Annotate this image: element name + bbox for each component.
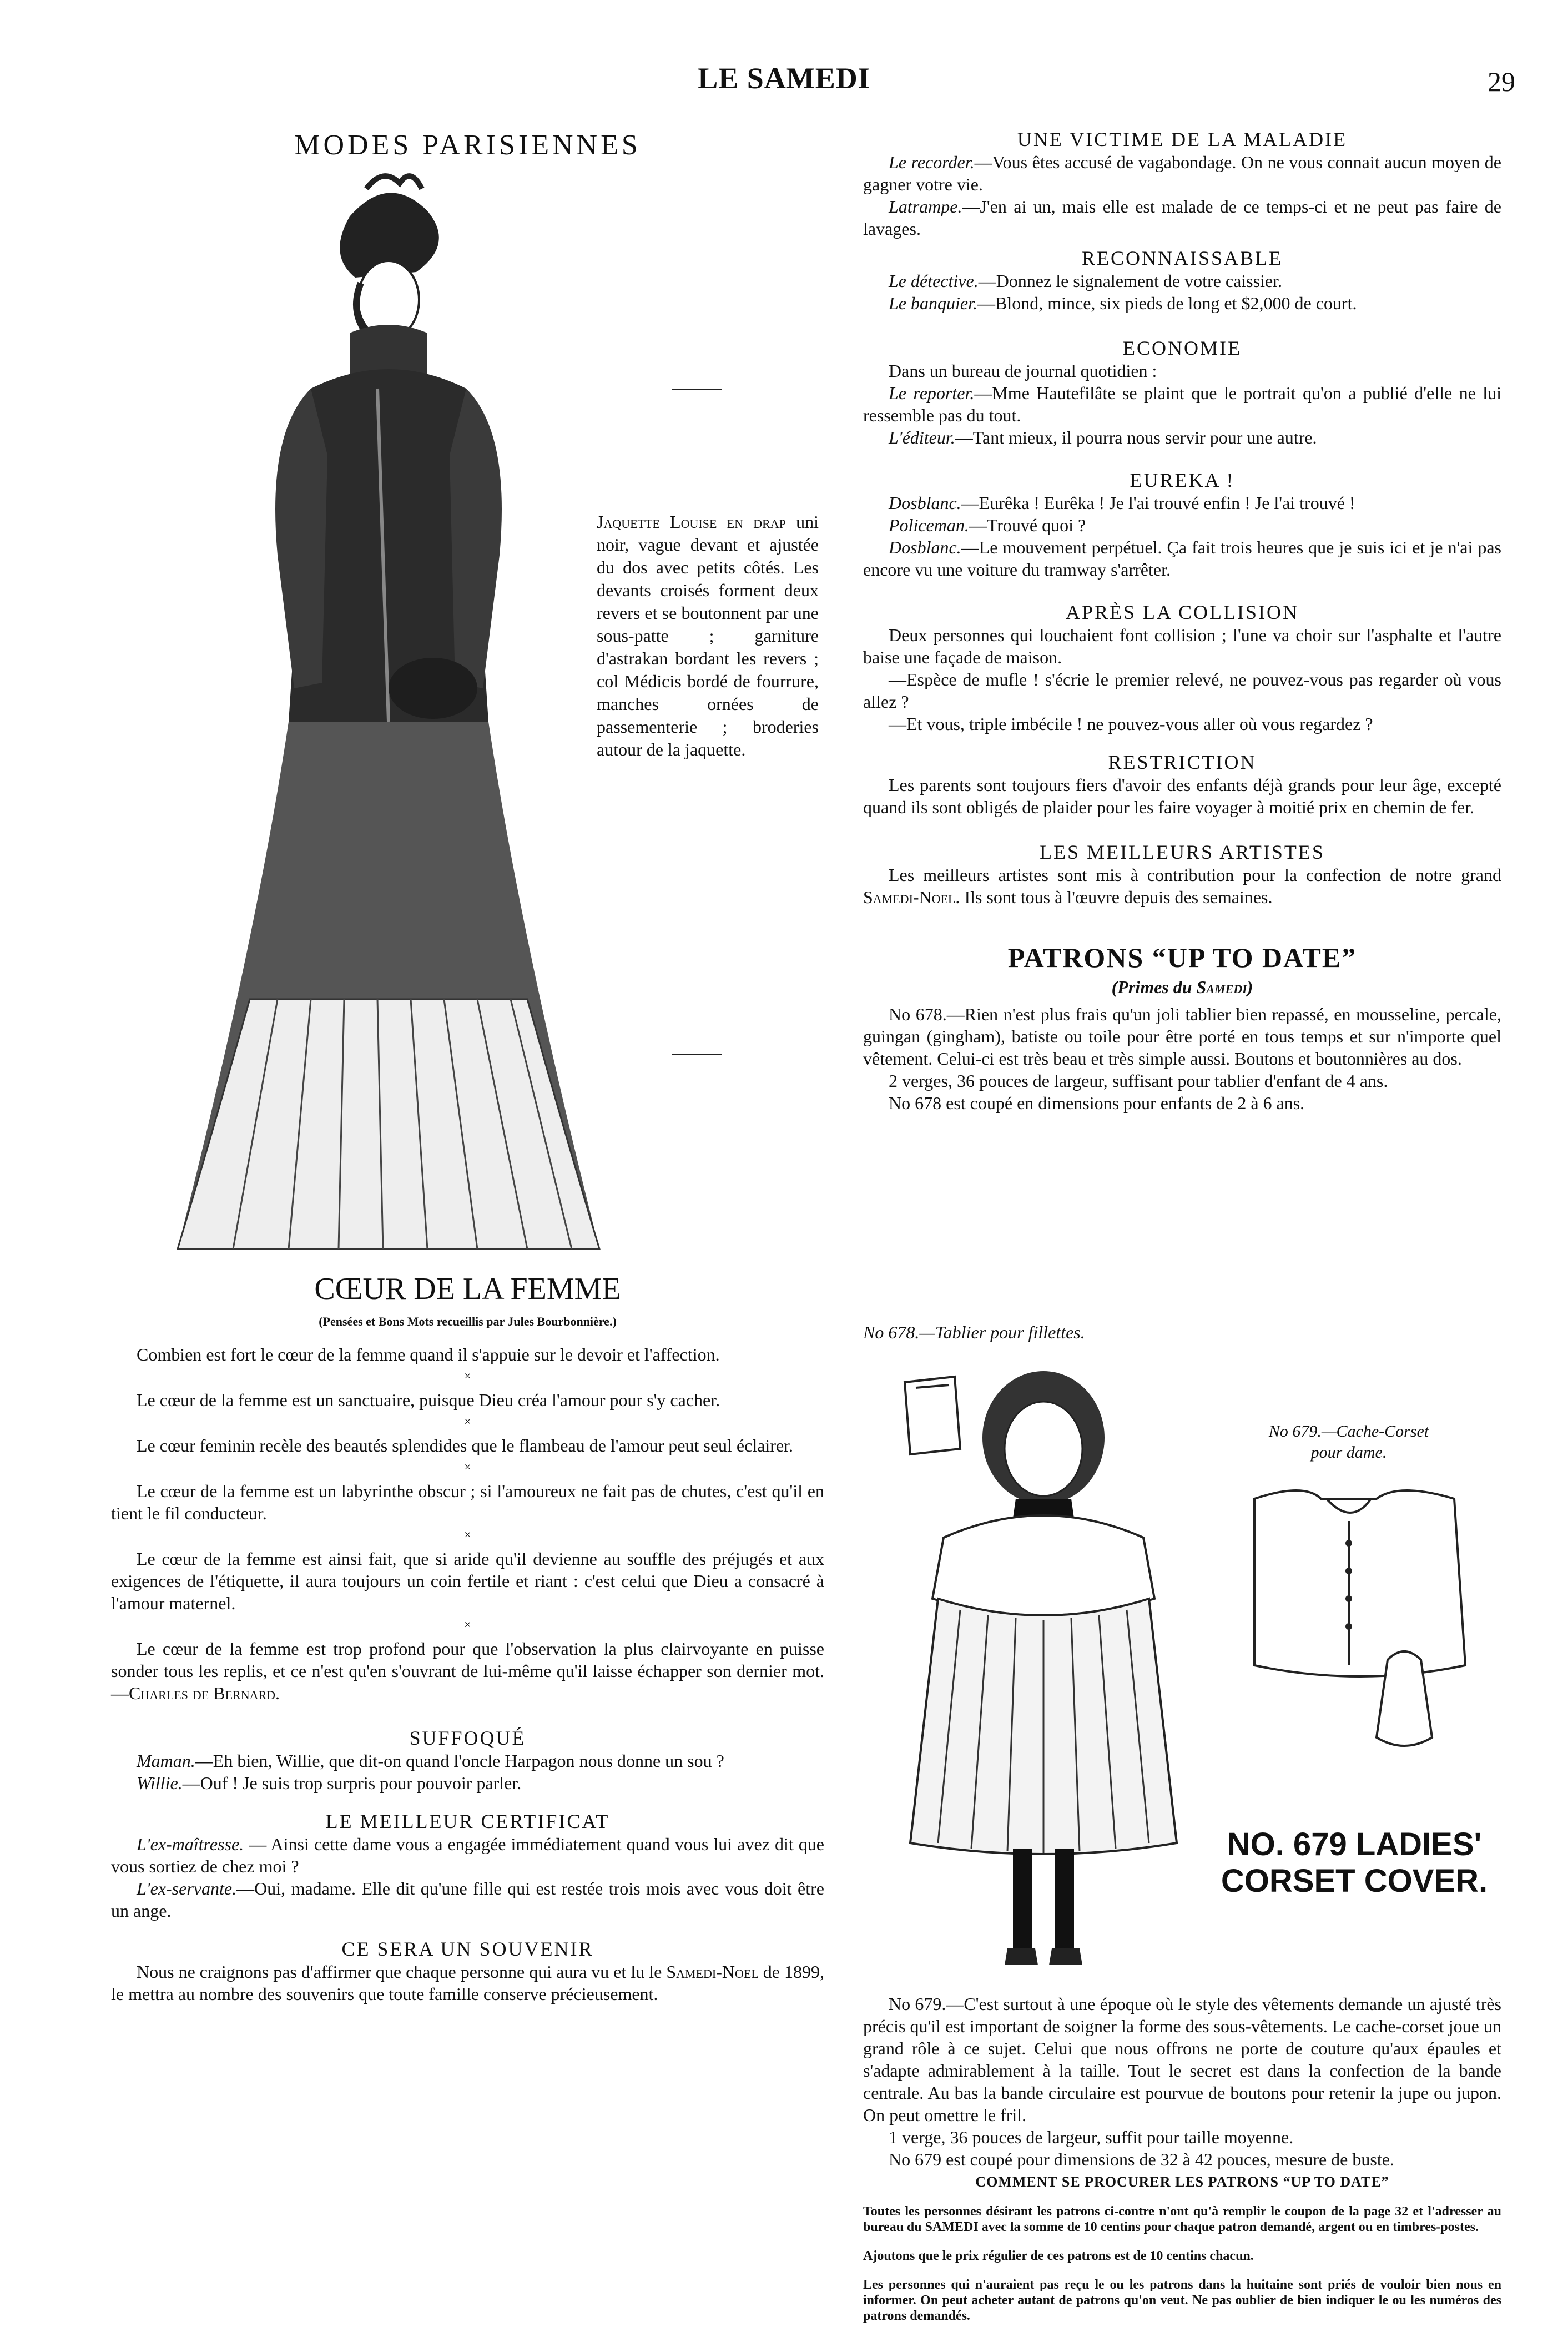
pattern-679-description: No 679.—C'est surtout à une époque où le style des vêtements demande un ajusté très précis qu'il est important de soigner la forme des sous-vêtements. Le cache-corset joue un grand rôle à ce sujet. Celui que nous offrons ne porte de couture qu'aux épaules et s'adapte admirablement à la taille. Tout le secret est dans la confection de la bande centrale. Au bas la bande circulaire est pourvue de boutons pour retenir la jupe ou jupon. On peut omettre le fril. bbox=[863, 1994, 1501, 2125]
speaker: L'ex-servante. bbox=[137, 1878, 237, 1898]
dialogue-line bbox=[111, 1833, 824, 1877]
coeur-paragraph-last bbox=[111, 1638, 824, 1704]
dialogue-line bbox=[111, 1877, 824, 1922]
howto-paragraph: Toutes les personnes désirant les patrons ci-contre n'ont qu'à remplir le coupon de la page 32 et l'adresser au bureau du SAMEDI avec la somme de 10 centins pour chaque patron demandé, argent ou en timbres-postes. bbox=[863, 2204, 1501, 2234]
dialogue-text: —Vous êtes accusé de vagabondage. On ne vous connait aucun moyen de gagner votre vie. bbox=[863, 152, 1502, 194]
speaker: L'éditeur. bbox=[889, 427, 955, 447]
certificat-title: LE MEILLEUR CERTIFICAT bbox=[325, 1810, 610, 1832]
separator-mark: × bbox=[464, 1460, 471, 1474]
dialogue-line bbox=[863, 382, 1501, 426]
collision-paragraph: Deux personnes qui louchaient font collision ; l'une va choir sur l'asphalte et l'autre baise une façade de maison. bbox=[863, 625, 1501, 667]
dialogue-text: —Le mouvement perpétuel. Ça fait trois heures que je suis ici et je n'ai pas encore vu une voiture du tramway s'arrêter. bbox=[863, 537, 1501, 580]
victime-title: UNE VICTIME DE LA MALADIE bbox=[1017, 128, 1348, 150]
artistes-text bbox=[863, 864, 1501, 908]
caption-text: uni noir, vague devant et ajustée du dos avec petits côtés. Les devants croisés forment deux revers et se boutonnent par une sous-patte ; garniture d'astrakan bordant les revers ; col Médicis bordé de fourrure, manches ornées de passementerie ; broderies autour de la jaquette. bbox=[597, 512, 819, 759]
reconnaissable-title: RECONNAISSABLE bbox=[1081, 247, 1283, 269]
primes-b: ) bbox=[1247, 977, 1253, 997]
speaker: Maman. bbox=[137, 1751, 195, 1771]
speaker: Dosblanc. bbox=[889, 493, 961, 513]
coeur-author: Charles de Bernard. bbox=[129, 1683, 280, 1703]
corset-cover-illustration bbox=[1221, 1477, 1499, 1821]
dialogue-line bbox=[863, 195, 1501, 240]
dialogue-text: —J'en ai un, mais elle est malade de ce temps-ci et ne peut pas faire de lavages. bbox=[863, 197, 1501, 239]
speaker: Policeman. bbox=[889, 515, 969, 535]
figure-679-label bbox=[1210, 1826, 1499, 1900]
patrons-primes bbox=[863, 977, 1501, 998]
dialogue-line bbox=[863, 270, 1501, 292]
restriction-text: Les parents sont toujours fiers d'avoir des enfants déjà grands pour leur âge, excepté quand ils sont obligés de plaider pour les faire voyager à moitié prix en chemin de fer. bbox=[863, 775, 1501, 817]
collision-paragraph: —Et vous, triple imbécile ! ne pouvez-vous aller où vous regardez ? bbox=[889, 714, 1373, 734]
modes-caption bbox=[597, 511, 819, 761]
dialogue-text: —Trouvé quoi ? bbox=[969, 515, 1086, 535]
fashion-illustration-woman bbox=[167, 167, 611, 1277]
separator-rule bbox=[672, 1054, 722, 1055]
artistes-text-b: Ils sont tous à l'œuvre depuis des semaines. bbox=[960, 887, 1273, 907]
brand-name: Samedi-Noel. bbox=[863, 887, 960, 907]
howto-paragraph: Ajoutons que le prix régulier de ces patrons est de 10 centins chacun. bbox=[863, 2249, 1254, 2263]
speaker: Le banquier. bbox=[889, 293, 977, 313]
dialogue-line bbox=[863, 151, 1501, 195]
dialogue-line bbox=[111, 1772, 824, 1794]
girl-apron-illustration bbox=[894, 1354, 1216, 1982]
pattern-678-sizes: No 678 est coupé en dimensions pour enfants de 2 à 6 ans. bbox=[889, 1093, 1305, 1113]
speaker: Le détective. bbox=[889, 271, 979, 291]
dialogue-line bbox=[111, 1750, 824, 1772]
masthead-title: LE SAMEDI bbox=[698, 62, 870, 95]
dialogue-line bbox=[863, 292, 1501, 314]
speaker: Willie. bbox=[137, 1773, 183, 1793]
dialogue-text: —Mme Hautefilâte se plaint que le portrait qu'on a publié d'elle ne lui ressemble pas du tout. bbox=[863, 383, 1501, 425]
coeur-title: CŒUR DE LA FEMME bbox=[314, 1272, 621, 1306]
dialogue-line bbox=[863, 536, 1501, 581]
figure-679-label-line2: CORSET COVER. bbox=[1221, 1863, 1488, 1899]
speaker: Le reporter. bbox=[889, 383, 975, 403]
souvenir-text-a: Nous ne craignons pas d'affirmer que chaque personne qui aura vu et lu le bbox=[137, 1962, 667, 1982]
coeur-paragraph: Le cœur feminin recèle des beautés splendides que le flambeau de l'amour peut seul éclairer. bbox=[137, 1436, 794, 1455]
artistes-text-a: Les meilleurs artistes sont mis à contribution pour la confection de notre grand bbox=[889, 865, 1501, 885]
eureka-title: EUREKA ! bbox=[1130, 469, 1235, 491]
figure-679-caption bbox=[1232, 1421, 1465, 1463]
coeur-paragraph-text: Le cœur de la femme est trop profond pour que l'observation la plus clairvoyante en puisse sonder tous les replis, et ce n'est qu'en s'ouvrant de lui-même qu'il laisse échapper son dernier mot.— bbox=[111, 1639, 824, 1703]
collision-paragraph: —Espèce de mufle ! s'écrie le premier relevé, ne pouvez-vous pas regarder où vous allez ? bbox=[863, 669, 1501, 712]
brand-name: Samedi-Noel bbox=[666, 1962, 759, 1982]
figure-678-caption: No 678.—Tablier pour fillettes. bbox=[863, 1322, 1085, 1342]
primes-a: (Primes du bbox=[1111, 977, 1197, 997]
souvenir-text bbox=[111, 1961, 824, 2005]
coeur-body bbox=[111, 1343, 824, 2005]
dialogue-text: —Blond, mince, six pieds de long et $2,000 de court. bbox=[977, 293, 1357, 313]
collision-title: APRÈS LA COLLISION bbox=[1065, 601, 1299, 623]
artistes-title: LES MEILLEURS ARTISTES bbox=[1040, 841, 1325, 863]
pattern-678-description: No 678.—Rien n'est plus frais qu'un joli tablier bien repassé, en mousseline, percale, guingan (gingham), batiste ou toile pour être porté en tous temps et sur n'importe quel vêtement. Celui-ci est très beau et très simple aussi. Boutons et boutonnières au dos. bbox=[863, 1004, 1501, 1069]
figure-679-caption-line2: pour dame. bbox=[1310, 1443, 1387, 1462]
pattern-678-fabric: 2 verges, 36 pouces de largeur, suffisant pour tablier d'enfant de 4 ans. bbox=[889, 1071, 1388, 1091]
speaker: Latrampe. bbox=[889, 197, 962, 216]
dialogue-text: —Eurêka ! Eurêka ! Je l'ai trouvé enfin ! Je l'ai trouvé ! bbox=[961, 493, 1355, 513]
howto-title: COMMENT SE PROCURER LES PATRONS “UP TO DATE” bbox=[975, 2174, 1389, 2190]
dialogue-text: —Oui, madame. Elle dit qu'une fille qui est restée trois mois avec vous doit être un ange. bbox=[111, 1878, 824, 1921]
souvenir-title: CE SERA UN SOUVENIR bbox=[341, 1938, 594, 1960]
dialogue-text: —Donnez le signalement de votre caissier. bbox=[978, 271, 1283, 291]
pattern-679-fabric: 1 verge, 36 pouces de largeur, suffit pour taille moyenne. bbox=[889, 2127, 1294, 2147]
figure-679-caption-line1: No 679.—Cache-Corset bbox=[1268, 1422, 1429, 1441]
suffoque-title: SUFFOQUÉ bbox=[409, 1727, 526, 1749]
separator-rule bbox=[672, 389, 722, 390]
separator-mark: × bbox=[464, 1414, 471, 1428]
dialogue-text: — Ainsi cette dame vous a engagée immédiatement quand vous lui avez dit que vous sortiez de chez moi ? bbox=[111, 1834, 824, 1876]
separator-mark: × bbox=[464, 1369, 471, 1383]
dialogue-line bbox=[863, 492, 1501, 514]
right-column-jokes bbox=[863, 128, 1501, 1114]
coeur-paragraph: Le cœur de la femme est un labyrinthe obscur ; si l'amoureux ne fait pas de chutes, c'est qu'il en tient le fil conducteur. bbox=[111, 1481, 824, 1523]
coeur-paragraph: Le cœur de la femme est un sanctuaire, puisque Dieu créa l'amour pour s'y cacher. bbox=[137, 1390, 720, 1410]
caption-lead: Jaquette Louise en drap bbox=[597, 512, 786, 532]
dialogue-text: —Ouf ! Je suis trop surpris pour pouvoir parler. bbox=[182, 1773, 522, 1793]
howto-paragraph: Les personnes qui n'auraient pas reçu le ou les patrons dans la huitaine sont priés de vouloir bien nous en informer. On peut acheter autant de patrons qu'on veut. Ne pas oublier de bien indiquer le ou les numéros des patrons demandés. bbox=[863, 2278, 1501, 2323]
speaker: Le recorder. bbox=[889, 152, 975, 172]
coeur-paragraph: Le cœur de la femme est ainsi fait, que si aride qu'il devienne au souffle des préjugés et aux exigences de l'étiquette, il aura toujours un coin fertile et riant : c'est celui que Dieu a consacré à l'amour maternel. bbox=[111, 1549, 824, 1613]
coeur-paragraph: Combien est fort le cœur de la femme quand il s'appuie sur le devoir et l'affection. bbox=[137, 1344, 720, 1364]
restriction-title: RESTRICTION bbox=[1108, 751, 1257, 773]
speaker: Dosblanc. bbox=[889, 537, 961, 557]
dialogue-text: —Eh bien, Willie, que dit-on quand l'oncle Harpagon nous donne un sou ? bbox=[195, 1751, 724, 1771]
page-number: 29 bbox=[1488, 66, 1515, 97]
economie-intro: Dans un bureau de journal quotidien : bbox=[889, 361, 1157, 381]
pattern-679-section bbox=[863, 1993, 1501, 2337]
pattern-679-sizes: No 679 est coupé pour dimensions de 32 à 42 pouces, mesure de buste. bbox=[889, 2149, 1394, 2169]
separator-mark: × bbox=[464, 1618, 471, 1631]
primes-brand: Samedi bbox=[1196, 977, 1247, 997]
souvenir-text-b: de 1899, le mettra au nombre des souvenirs que toute famille conserve précieusement. bbox=[111, 1962, 825, 2004]
speaker: L'ex-maîtresse. bbox=[137, 1834, 244, 1854]
coeur-subtitle: (Pensées et Bons Mots recueillis par Jules Bourbonnière.) bbox=[319, 1314, 617, 1328]
patrons-title: PATRONS “UP TO DATE” bbox=[1007, 942, 1357, 973]
dialogue-line bbox=[863, 514, 1501, 536]
dialogue-line bbox=[863, 426, 1501, 449]
figure-679-label-line1: NO. 679 LADIES' bbox=[1227, 1826, 1482, 1862]
dialogue-text: —Tant mieux, il pourra nous servir pour une autre. bbox=[955, 427, 1317, 447]
modes-title: MODES PARISIENNES bbox=[294, 129, 641, 161]
economie-title: ECONOMIE bbox=[1123, 337, 1242, 359]
separator-mark: × bbox=[464, 1528, 471, 1542]
